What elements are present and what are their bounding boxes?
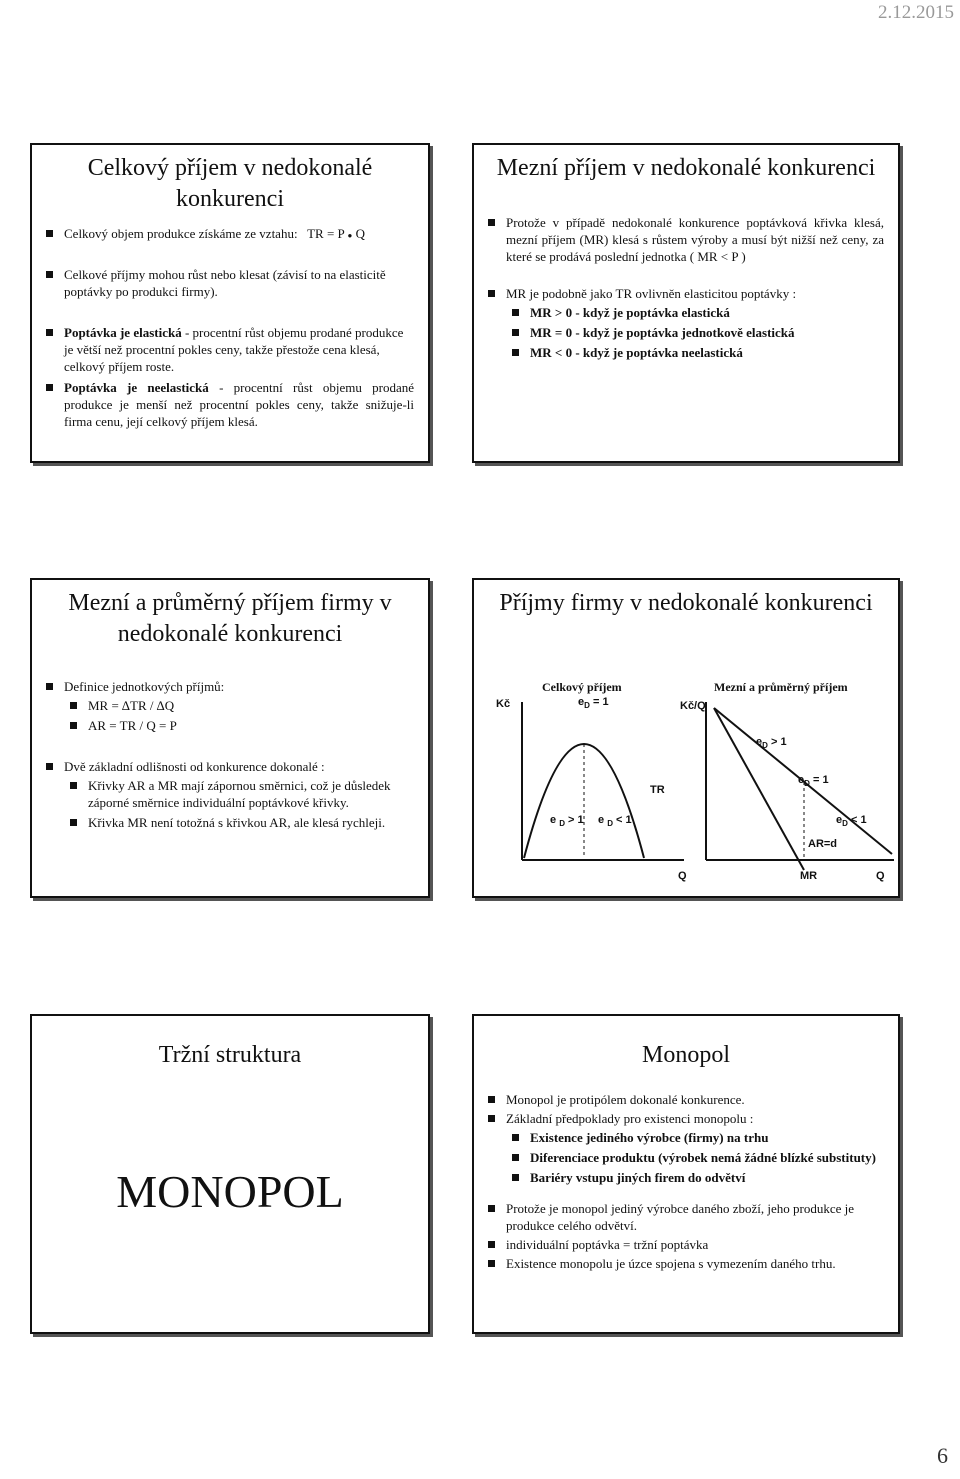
bullet-item: Monopol je protipólem dokonalé konkurence. — [488, 1091, 884, 1108]
slide-firm-revenues — [472, 578, 900, 898]
slide-title: Monopol — [641, 1042, 730, 1068]
sub-bullet-item: MR = 0 - když je poptávka jednotkově elastická — [512, 324, 884, 341]
bullet-item: Základní předpoklady pro existenci monopolu : Existence jediného výrobce (firmy) na trhu Diferenciace produktu (výrobek nemá žádné blízké substituty) Bariéry vstupu jiných firem do odvětví — [488, 1110, 884, 1186]
slide-title: Celkový příjem v nedokonalé konkurenci — [87, 155, 373, 212]
left-elastic-label: e $_D$ > 1 — [550, 814, 584, 829]
bullet-item: Poptávka je neelastická - procentní růst objemu prodané produkce je menší než procentní pokles ceny, takže snižuje-li firma cenu, její celkový příjem klesá. — [46, 379, 414, 430]
sub-bullet-item: MR > 0 - když je poptávka elastická — [512, 304, 884, 321]
page-number: 6 — [937, 1443, 948, 1468]
right-x-axis-label: Q — [876, 870, 885, 882]
slide-title: Mezní příjem v nedokonalé konkurenci — [496, 155, 876, 181]
bullet-item: individuální poptávka = tržní poptávka — [488, 1236, 884, 1253]
bullet-item: Celkové příjmy mohou růst nebo klesat (závisí to na elasticitě poptávky po produkci firmy). — [46, 266, 414, 300]
mr-label: MR — [800, 870, 818, 882]
slide-title: Příjmy firmy v nedokonalé konkurenci — [499, 590, 873, 616]
tr-label: TR — [650, 784, 665, 796]
sub-bullet-item: Diferenciace produktu (výrobek nemá žádné blízké substituty) — [512, 1149, 884, 1166]
big-heading: MONOPOL — [116, 1166, 344, 1217]
left-inelastic-label: e $_D$ < 1 — [598, 814, 632, 829]
right-heading: Mezní a průměrný příjem — [714, 680, 848, 694]
right-y-axis-label: Kč/Q — [680, 700, 706, 712]
bullet-item: Dvě základní odlišnosti od konkurence dokonalé : Křivky AR a MR mají zápornou směrnici, což je důsledek záporné směrnice individuální poptávkové křivky. Křivka MR není totožná s křivkou AR, ale klesá rychleji. — [46, 758, 414, 831]
sub-bullet-item: Existence jediného výrobce (firmy) na trhu — [512, 1129, 884, 1146]
slide-title: Tržní struktura — [158, 1042, 302, 1068]
sub-bullet-item: Křivka MR není totožná s křivkou AR, ale klesá rychleji. — [70, 814, 414, 831]
slide-market-structure — [30, 1014, 430, 1334]
left-x-axis-label: Q — [678, 870, 687, 882]
bullet-item: Existence monopolu je úzce spojena s vymezením daného trhu. — [488, 1255, 884, 1272]
bullet-item: MR je podobně jako TR ovlivněn elasticitou poptávky : MR > 0 - když je poptávka elastická MR = 0 - když je poptávka jednotkově elastická MR < 0 - když je poptávka neelastická — [488, 285, 884, 361]
slide-marginal-revenue — [472, 143, 900, 463]
slide-monopoly — [472, 1014, 900, 1334]
right-unit-elastic-label: $e_D = 1$ — [798, 774, 829, 789]
bullet-item: Protože v případě nedokonalé konkurence poptávková křivka klesá, mezní příjem (MR) klesá s růstem výroby a musí být nižší než ceny, za které se prodává poslední jednotka ( MR < P ) — [488, 214, 884, 265]
sub-bullet-item: Bariéry vstupu jiných firem do odvětví — [512, 1169, 884, 1186]
sub-bullet-item: MR = ∆TR / ∆Q — [70, 697, 414, 714]
sub-bullet-item: MR < 0 - když je poptávka neelastická — [512, 344, 884, 361]
slide-total-revenue — [30, 143, 430, 463]
ar-label: AR=d — [808, 838, 838, 850]
right-elastic-label: $e_D > 1$ — [756, 736, 787, 751]
mr-line — [714, 708, 804, 870]
left-heading: Celkový příjem — [542, 680, 622, 694]
bullet-item: Definice jednotkových příjmů: MR = ∆TR / ∆Q AR = TR / Q = P — [46, 678, 414, 734]
slide-unit-revenues — [30, 578, 430, 898]
slide-title: Mezní a průměrný příjem firmy v nedokonalé konkurenci — [68, 590, 392, 647]
left-y-axis-label: Kč — [496, 698, 511, 710]
sub-bullet-item: AR = TR / Q = P — [70, 717, 414, 734]
right-inelastic-label: $e_D < 1$ — [836, 814, 867, 829]
left-unit-elastic-label: $e_D = 1$ — [578, 696, 609, 711]
header-date: 2.12.2015 — [878, 2, 954, 23]
bullet-item: Protože je monopol jediný výrobce daného zboží, jeho produkce je produkce celého odvětví. — [488, 1200, 884, 1234]
sub-bullet-item: Křivky AR a MR mají zápornou směrnici, což je důsledek záporné směrnice individuální poptávkové křivky. — [70, 777, 414, 811]
bullet-item: Celkový objem produkce získáme ze vztahu: TR = P ● Q — [46, 225, 414, 244]
bullet-item: Poptávka je elastická - procentní růst objemu prodané produkce je větší než procentní pokles ceny, takže přestože cena klesá, celkový příjem roste. — [46, 324, 414, 375]
